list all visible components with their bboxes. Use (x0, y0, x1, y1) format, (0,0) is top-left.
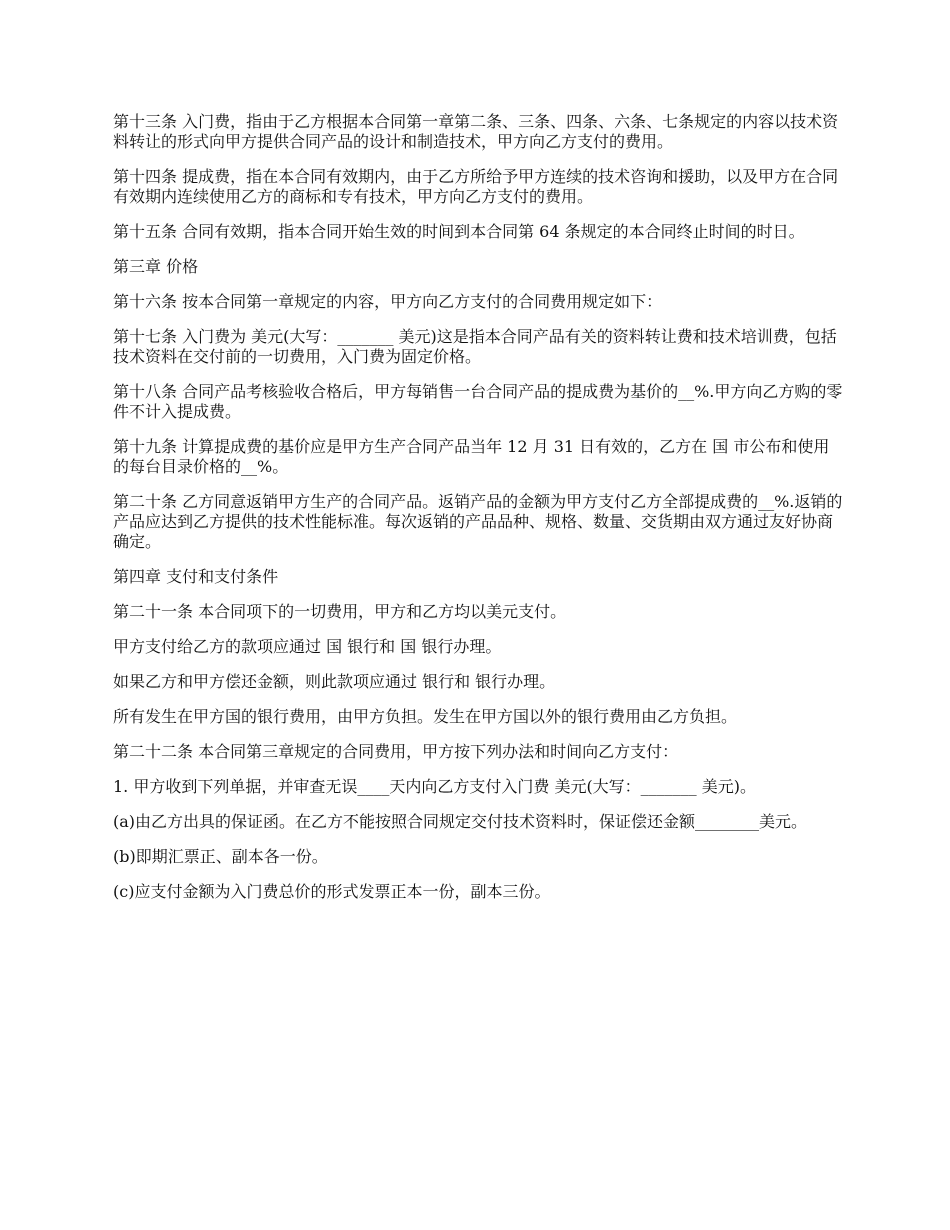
article-13-paragraph: 第十三条 入门费，指由于乙方根据本合同第一章第二条、三条、四条、六条、七条规定的内容以技术资料转让的形式向甲方提供合同产品的设计和制造技术，甲方向乙方支付的费用。 (113, 112, 839, 151)
article-19-paragraph: 第十九条 计算提成费的基价应是甲方生产合同产品当年 12 月 31 日有效的，乙方在 国 市公布和使用的每台目录价格的__%。 (113, 437, 830, 476)
article-15-paragraph: 第十五条 合同有效期，指本合同开始生效的时间到本合同第 64 条规定的本合同终止时间的时日。 (113, 222, 805, 241)
article-16-paragraph: 第十六条 按本合同第一章规定的内容，甲方向乙方支付的合同费用规定如下： (113, 292, 663, 311)
list-item-a: (a)由乙方出具的保证函。在乙方不能按照合同规定交付技术资料时，保证偿还金额________美元。 (113, 812, 808, 831)
payment-bank-paragraph: 甲方支付给乙方的款项应通过 国 银行和 国 银行办理。 (113, 637, 502, 656)
article-17-paragraph: 第十七条 入门费为 美元(大写：_______ 美元)这是指本合同产品有关的资料转让费和技术培训费，包括技术资料在交付前的一切费用，入门费为固定价格。 (113, 327, 837, 366)
article-22-paragraph: 第二十二条 本合同第三章规定的合同费用，甲方按下列办法和时间向乙方支付： (113, 742, 679, 761)
list-item-c: (c)应支付金额为入门费总价的形式发票正本一份，副本三份。 (113, 882, 551, 901)
chapter-4-heading: 第四章 支付和支付条件 (113, 567, 279, 586)
list-item-b: (b)即期汇票正、副本各一份。 (113, 847, 328, 866)
article-20-paragraph: 第二十条 乙方同意返销甲方生产的合同产品。返销产品的金额为甲方支付乙方全部提成费的__%.返销的产品应达到乙方提供的技术性能标准。每次返销的产品品种、规格、数量、交货期由双方通过友好协商确定。 (113, 492, 843, 551)
list-item-1: 1. 甲方收到下列单据，并审查无误____天内向乙方支付入门费 美元(大写：_______ 美元)。 (113, 777, 757, 796)
chapter-3-heading: 第三章 价格 (113, 257, 199, 276)
repayment-bank-paragraph: 如果乙方和甲方偿还金额，则此款项应通过 银行和 银行办理。 (113, 672, 556, 691)
article-21-paragraph: 第二十一条 本合同项下的一切费用，甲方和乙方均以美元支付。 (113, 602, 567, 621)
bank-charges-paragraph: 所有发生在甲方国的银行费用，由甲方负担。发生在甲方国以外的银行费用由乙方负担。 (113, 707, 738, 726)
article-18-paragraph: 第十八条 合同产品考核验收合格后，甲方每销售一台合同产品的提成费为基价的__%.甲方向乙方购的零件不计入提成费。 (113, 382, 843, 421)
document-page (113, 112, 843, 917)
article-14-paragraph: 第十四条 提成费，指在本合同有效期内，由于乙方所给予甲方连续的技术咨询和援助，以及甲方在合同有效期内连续使用乙方的商标和专有技术，甲方向乙方支付的费用。 (113, 167, 839, 206)
